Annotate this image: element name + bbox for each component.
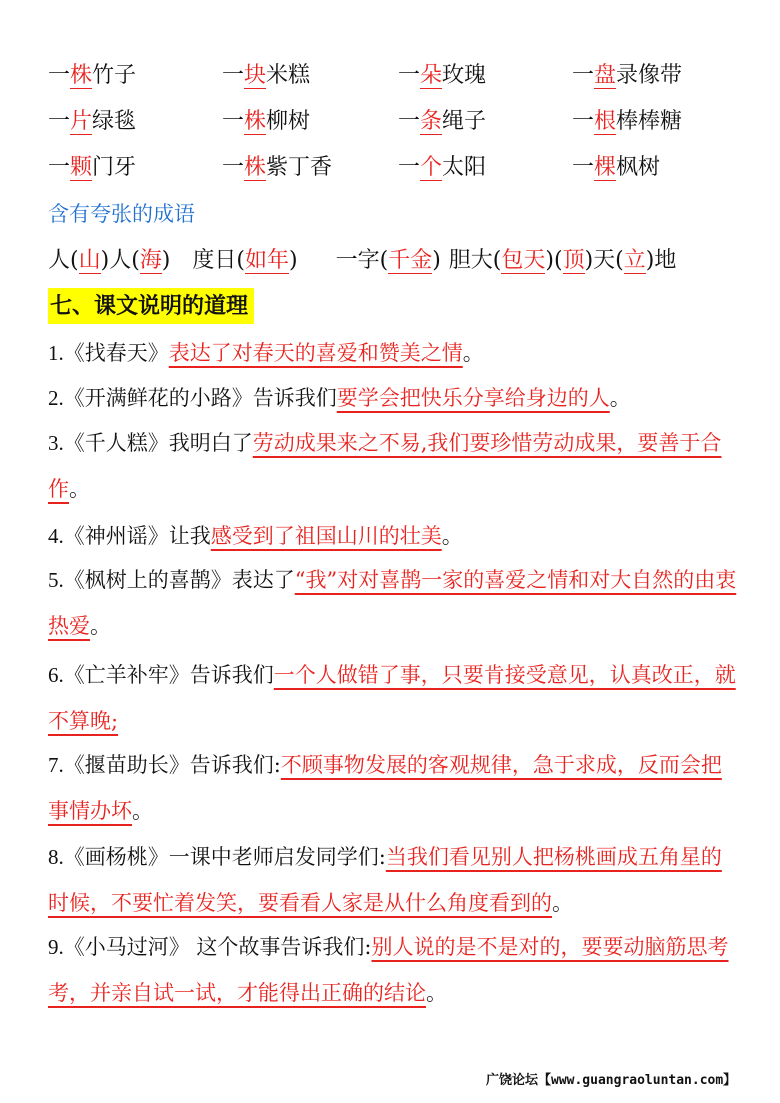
section-title: 七、课文说明的道理 xyxy=(48,288,254,324)
measure-word-item: 一条绳子 xyxy=(398,109,487,134)
idiom-heading: 含有夸张的成语 xyxy=(48,202,195,226)
measure-word-row xyxy=(48,148,748,188)
measure-word-item: 一个太阳 xyxy=(398,155,487,180)
measure-word-item: 一棵枫树 xyxy=(572,155,661,180)
measure-word-item: 一颗门牙 xyxy=(48,155,137,180)
footer-source: 广饶论坛【www.guangraoluntan.com】 xyxy=(486,1073,737,1088)
lesson-item: 5.《枫树上的喜鹊》表达了“我”对对喜鹊一家的喜爱之情和对大自然的由衷热爱。 xyxy=(48,568,737,638)
idiom-2: 度日(如年) xyxy=(192,248,298,273)
measure-word-row xyxy=(48,102,748,142)
lesson-item: 3.《千人糕》我明白了劳动成果来之不易,我们要珍惜劳动成果，要善于合作。 xyxy=(48,431,722,501)
lesson-item: 8.《画杨桃》一课中老师启发同学们:当我们看见别人把杨桃画成五角星的时候，不要忙着发笑，要看看人家是从什么角度看到的。 xyxy=(48,845,722,915)
lesson-item: 2.《开满鲜花的小路》告诉我们要学会把快乐分享给身边的人。 xyxy=(48,386,631,410)
measure-word-item: 一朵玫瑰 xyxy=(398,63,487,88)
measure-word-item: 一根棒棒糖 xyxy=(572,109,683,134)
idiom-3: 一字(千金) xyxy=(335,248,441,273)
measure-word-item: 一盘录像带 xyxy=(572,63,683,88)
idiom-4: 胆大(包天)(顶)天(立)地 xyxy=(448,248,677,273)
measure-word-item: 一块米糕 xyxy=(222,63,311,88)
measure-word-row xyxy=(48,56,748,96)
lesson-item: 6.《亡羊补牢》告诉我们一个人做错了事，只要肯接受意见，认真改正，就不算晚; xyxy=(48,663,736,733)
measure-word-item: 一株紫丁香 xyxy=(222,155,333,180)
lesson-item: 7.《揠苗助长》告诉我们:不顾事物发展的客观规律，急于求成，反而会把事情办坏。 xyxy=(48,753,722,823)
lesson-item: 9.《小马过河》 这个故事告诉我们:别人说的是不是对的，要要动脑筋思考考，并亲自试一试，才能得出正确的结论。 xyxy=(48,935,729,1005)
idiom-row xyxy=(48,242,676,280)
measure-word-item: 一株柳树 xyxy=(222,109,311,134)
lesson-item: 1.《找春天》表达了对春天的喜爱和赞美之情。 xyxy=(48,341,484,365)
lesson-item: 4.《神州谣》让我感受到了祖国山川的壮美。 xyxy=(48,524,463,548)
idiom-1: 人(山)人(海) xyxy=(48,248,171,273)
measure-word-item: 一片绿毯 xyxy=(48,109,137,134)
measure-word-item: 一株竹子 xyxy=(48,63,137,88)
